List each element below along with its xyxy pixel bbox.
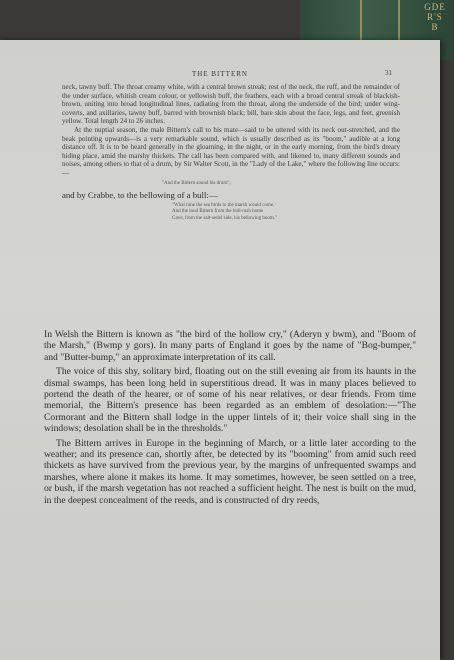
spine-lettering bbox=[420, 2, 450, 32]
quote-line: And the loud Bittern from the bull-rush home bbox=[172, 209, 264, 215]
superstition-paragraph: The voice of this shy, solitary bird, floating out on the still evening air from its haunts in the dismal swamps, has been long held in superstitious dread. It was in many places believed to portend the death of the hearer, or of some of his near relatives, or dear friends. From time memorial, the Bittern's presence has been regarded as an emblem of desolation:—"The Cormorant and the Bittern shall lodge in the upper lintels of it; their voice shall sing in the windows; desolation shall be in the thresholds." bbox=[44, 366, 416, 435]
page-number: 31 bbox=[385, 69, 392, 77]
quote-line: "What time the sea birds to the marsh would come, bbox=[172, 203, 275, 209]
scott-quote: "And the Bittern sound his drum"; bbox=[162, 180, 231, 186]
spine-line: R'S bbox=[427, 12, 443, 22]
main-text-block bbox=[44, 329, 416, 506]
book-page bbox=[0, 40, 440, 660]
quote-line: Gave, from the salt-sedel side, his bellowing boom." bbox=[172, 215, 278, 221]
crabbe-intro: and by Crabbe, to the bellowing of a bull:— bbox=[62, 190, 218, 201]
description-block bbox=[62, 83, 400, 222]
arrival-paragraph: The Bittern arrives in Europe in the beginning of March, or a little later according to the weather; and its presence can, shortly after, be detected by its "booming" from amid such reed thickets as have survived from the previous year, by the margins of unfrequented swamps and marshes, where alone it makes its home. It may sometimes, however, be seen settled on a tree, or bush, if the marsh vegetation has not reached a sufficient height. The nest is built on the mud, in the deepest concealment of the reeds, and is constructed of dry reeds, bbox=[44, 437, 416, 506]
running-head: THE BITTERN bbox=[192, 70, 248, 78]
nuptial-call-paragraph: At the nuptial season, the male Bittern's call to his mate—said to be uttered with its neck out-stretched, and the beak pointing upwards—is a very remarkable sound, which is usually described as its "boom," audible at a long distance off. It is to be heard generally in the gloaming, in the night, or in the early morning, from the bird's dreary hiding place, amid the marshy thickets. The call has been compared with, and likened to, many different sounds and noises, among others to that of a drum, by Sir Walter Scott, in the "Lady of the Lake," where the following line occurs:— bbox=[62, 125, 400, 177]
description-paragraph: neck, tawny buff. The throat creamy white, with a central brown streak; rest of the neck, the ruff, and the remainder of the under surface, whitish cream colour, or yellowish buff, the feathers, each with a broad central streak of blackish-brown, uniting into broad longitudinal lines, radiating from the throat, along the underside of the bird; under wing-coverts, and axillaries, tawny buff, barred with brownish black; bill, bare skin about the face, legs, and feet, greenish yellow. Total length 24 to 26 inches. bbox=[62, 83, 400, 126]
crabbe-quote bbox=[172, 203, 400, 222]
spine-line: B bbox=[431, 22, 439, 32]
welsh-names-paragraph: In Welsh the Bittern is known as "the bird of the hollow cry," (Aderyn y bwm), and "Boom of the Marsh," (Bwmp y gors). In many parts of England it goes by the name of "Bog-bumper," and "Butter-bump," an approximate interpretation of its call. bbox=[44, 329, 416, 363]
spine-line: GDE bbox=[424, 2, 446, 12]
